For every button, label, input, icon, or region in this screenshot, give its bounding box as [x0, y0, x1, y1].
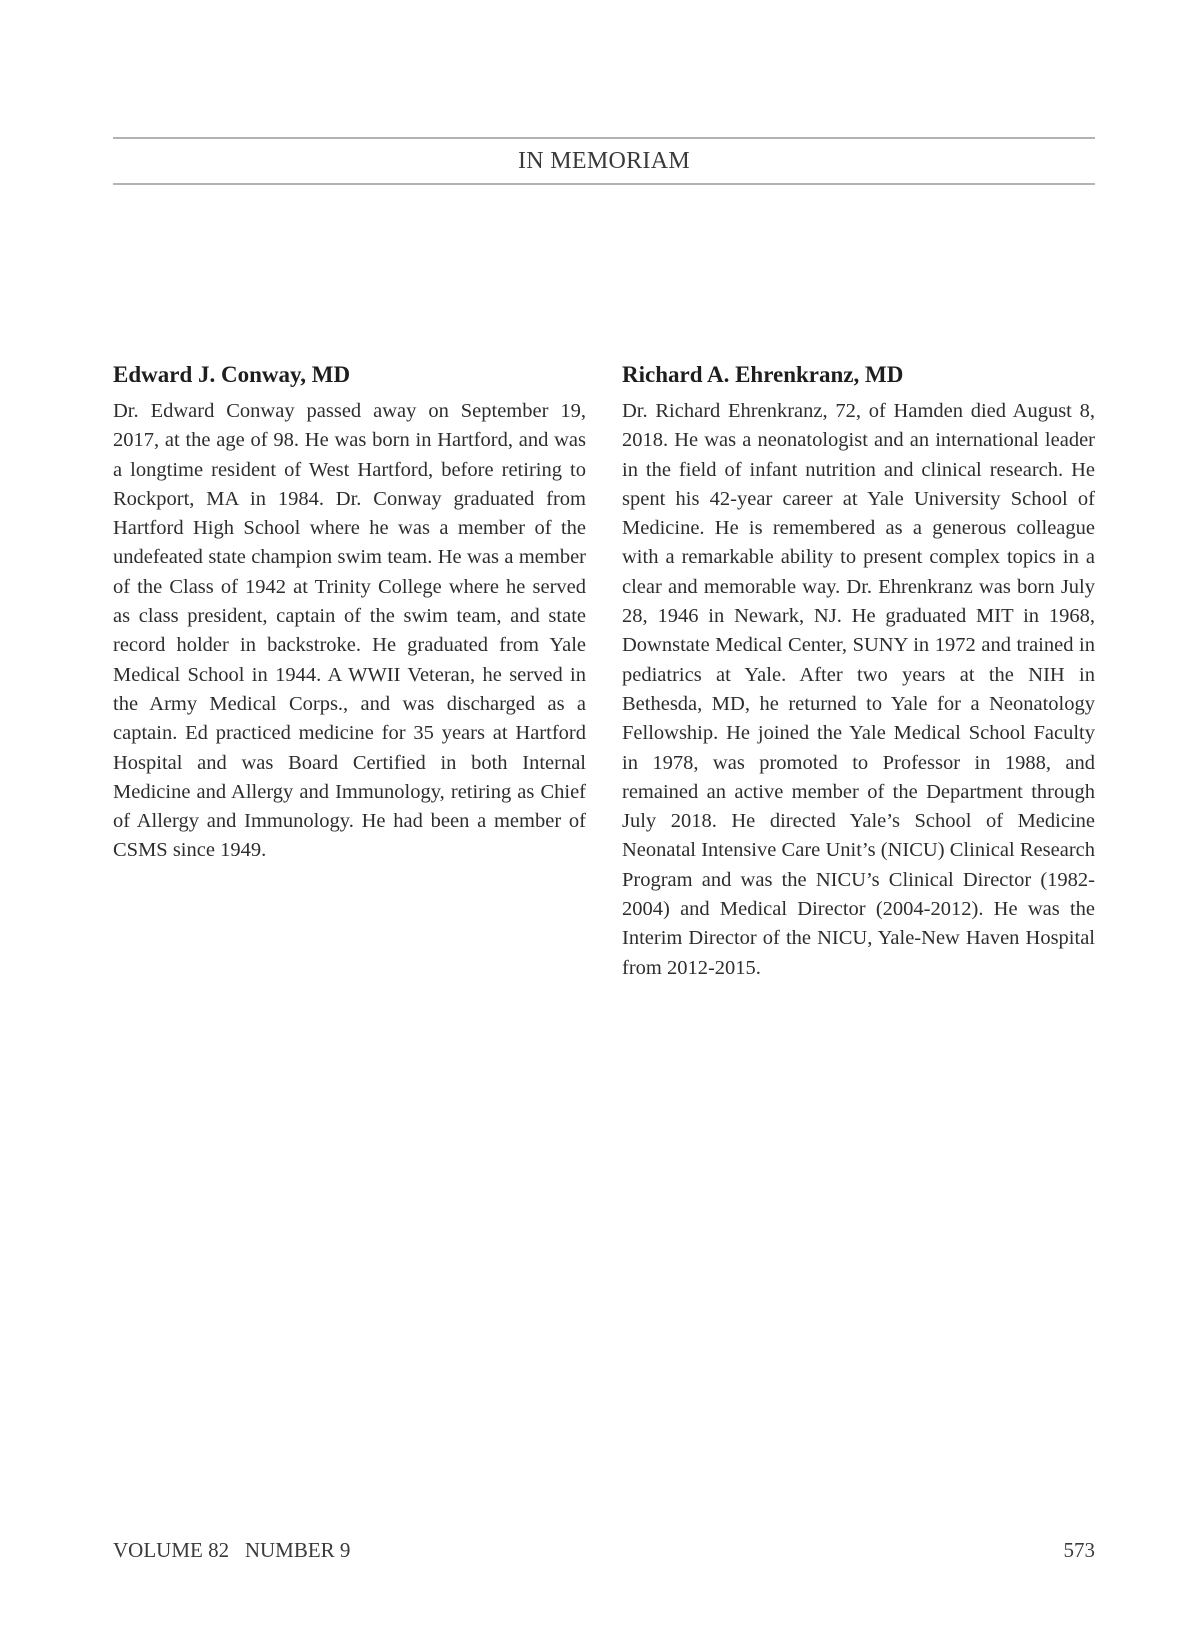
- page-number: 573: [1063, 1538, 1095, 1562]
- section-title: IN MEMORIAM: [518, 148, 690, 174]
- obituary-name: Edward J. Conway, MD: [113, 362, 351, 387]
- header-top-rule: [113, 137, 1095, 139]
- obituary-ehrenkranz: [622, 360, 1095, 983]
- obituary-name: Richard A. Ehrenkranz, MD: [622, 362, 904, 387]
- header-bottom-rule: [113, 183, 1095, 185]
- volume-issue: VOLUME 82 NUMBER 9: [113, 1538, 351, 1562]
- obituary-body: Dr. Richard Ehrenkranz, 72, of Hamden died August 8, 2018. He was a neonatologist and an international leader in the field of infant nutrition and clinical research. He spent his 42-year career at Yale University School of Medicine. He is remembered as a generous colleague with a remarkable ability to present complex topics in a clear and memorable way. Dr. Ehrenkranz was born July 28, 1946 in Newark, NJ. He graduated MIT in 1968, Downstate Medical Center, SUNY in 1972 and trained in pediatrics at Yale. After two years at the NIH in Bethesda, MD, he returned to Yale for a Neonatology Fellowship. He joined the Yale Medical School Faculty in 1978, was promoted to Professor in 1988, and remained an active member of the Department through July 2018. He directed Yale’s School of Medicine Neonatal Intensive Care Unit’s (NICU) Clinical Research Program and was the NICU’s Clinical Director (1982-2004) and Medical Director (2004-2012). He was the Interim Director of the NICU, Yale-New Haven Hospital from 2012-2015.: [622, 400, 1095, 979]
- obituary-body: Dr. Edward Conway passed away on September 19, 2017, at the age of 98. He was born in Hartford, and was a longtime resident of West Hartford, before retiring to Rockport, MA in 1984. Dr. Conway graduated from Hartford High School where he was a member of the undefeated state champion swim team. He was a member of the Class of 1942 at Trinity College where he served as class president, captain of the swim team, and state record holder in backstroke. He graduated from Yale Medical School in 1944. A WWII Veteran, he served in the Army Medical Corps., and was discharged as a captain. Ed practiced medicine for 35 years at Hartford Hospital and was Board Certified in both Internal Medicine and Allergy and Immunology, retiring as Chief of Allergy and Immunology. He had been a member of CSMS since 1949.: [113, 400, 586, 862]
- obituary-conway: [113, 360, 586, 866]
